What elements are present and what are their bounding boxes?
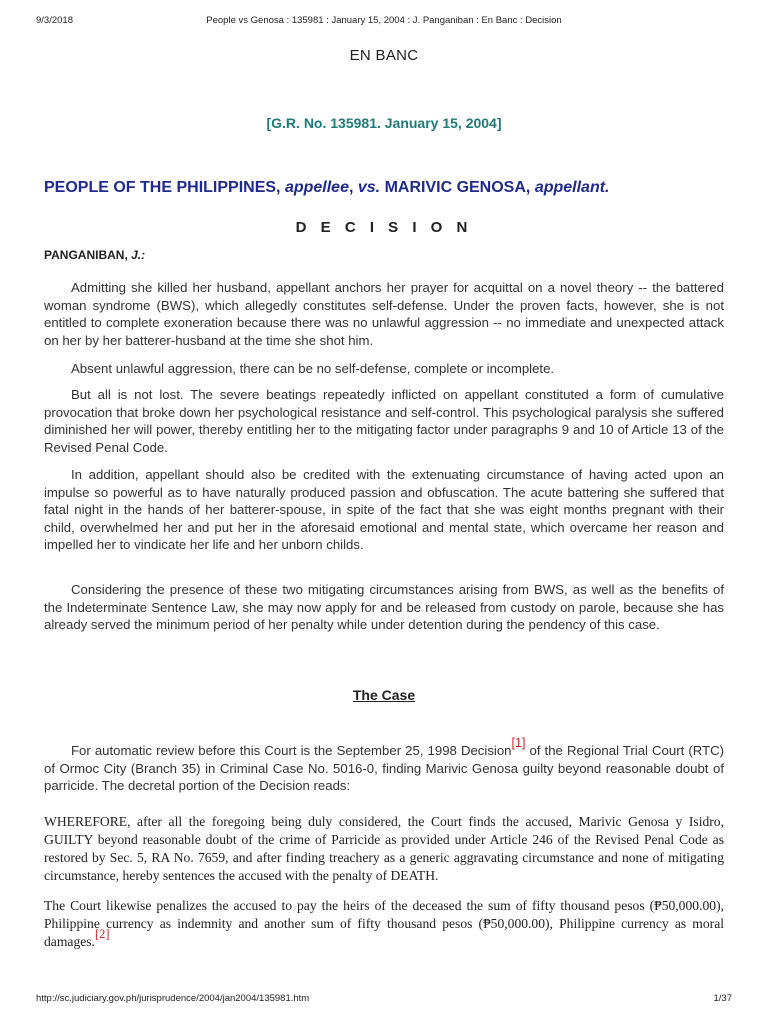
- case-caption: [44, 179, 724, 197]
- decretal-quote-2-text: The Court likewise penalizes the accused to pay the heirs of the deceased the sum of fifty thousand pesos (₱50,000.00), Philippine currency as indemnity and another sum of fifty thousand pesos (₱50,000.00), Philippine currency as moral damages.: [44, 898, 724, 949]
- paragraph-4: In addition, appellant should also be credited with the extenuating circumstance of having acted upon an impulse so powerful as to have naturally produced passion and obfuscation. The acute battering she suffered that fatal night in the hands of her batterer-spouse, in spite of the fact that she was eight months pregnant with their child, overwhelmed her and put her in the aforesaid emotional and mental state, which overcame her reason and impelled her to vindicate her life and her unborn childs.: [44, 467, 724, 553]
- print-footer: [36, 993, 732, 1007]
- section-heading-the-case: The Case: [352, 687, 416, 703]
- print-date: 9/3/2018: [36, 15, 73, 26]
- division-heading: EN BANC: [349, 47, 419, 64]
- caption-comma: ,: [348, 179, 358, 196]
- caption-party-1: PEOPLE OF THE PHILIPPINES,: [44, 179, 281, 196]
- paragraph-1: Admitting she killed her husband, appellant anchors her prayer for acquittal on a novel theory -- the battered woman syndrome (BWS), which allegedly constitutes self-defense. Under the proven facts, however, she is not entitled to complete exoneration because there was no unlawful aggression -- no immediate and unexpected attack on her by her batterer-husband at the time she shot him.: [44, 280, 724, 348]
- case-paragraph: [44, 736, 724, 795]
- decision-heading: D E C I S I O N: [295, 219, 473, 236]
- case-paragraph-text-2: of the Regional Trial Court (RTC) of Ormoc City (Branch 35) in Criminal Case No. 5016-0, finding Marivic Genosa guilty beyond reasonable doubt of parricide. The decretal portion of the Decision reads:: [44, 743, 724, 794]
- caption-vs: vs.: [357, 179, 381, 196]
- caption-role-2: appellant.: [534, 179, 610, 196]
- page-number: 1/37: [713, 993, 732, 1004]
- footnote-link-2[interactable]: [2]: [94, 927, 110, 941]
- ponente-suffix: J.:: [131, 248, 146, 262]
- decretal-quote-1: WHEREFORE, after all the foregoing being duly considered, the Court finds the accused, Marivic Genosa y Isidro, GUILTY beyond reasonable doubt of the crime of Parricide as provided under Article 246 of the Revised Penal Code as restored by Sec. 5, RA No. 7659, and after finding treachery as a generic aggravating circumstance and none of mitigating circumstance, hereby sentences the accused with the penalty of DEATH.: [44, 814, 724, 883]
- ponente-name: PANGANIBAN,: [44, 248, 128, 262]
- print-url: http://sc.judiciary.gov.ph/jurisprudence/2004/jan2004/135981.htm: [36, 993, 310, 1004]
- print-header: [36, 15, 732, 29]
- caption-party-2: MARIVIC GENOSA,: [384, 179, 531, 196]
- footnote-link-1[interactable]: [1]: [511, 736, 526, 750]
- paragraph-3: But all is not lost. The severe beatings repeatedly inflicted on appellant constituted a form of cumulative provocation that broke down her psychological resistance and self-control. This psychological paralysis she suffered diminished her will power, thereby entitling her to the mitigating factor under paragraphs 9 and 10 of Article 13 of the Revised Penal Code.: [44, 387, 724, 455]
- paragraph-2: Absent unlawful aggression, there can be no self-defense, complete or incomplete.: [71, 361, 555, 376]
- gr-number: [G.R. No. 135981. January 15, 2004]: [266, 115, 502, 131]
- case-paragraph-text-1: For automatic review before this Court is the September 25, 1998 Decision: [71, 743, 512, 758]
- decretal-quote-2: [44, 897, 724, 951]
- ponente: [44, 248, 145, 262]
- print-title: People vs Genosa : 135981 : January 15, 2004 : J. Panganiban : En Banc : Decision: [206, 15, 562, 26]
- caption-role-1: appellee: [284, 179, 349, 196]
- paragraph-5: Considering the presence of these two mitigating circumstances arising from BWS, as well as the benefits of the Indeterminate Sentence Law, she may now apply for and be released from custody on parole, because she has already served the minimum period of her penalty while under detention during the pendency of this case.: [44, 582, 724, 633]
